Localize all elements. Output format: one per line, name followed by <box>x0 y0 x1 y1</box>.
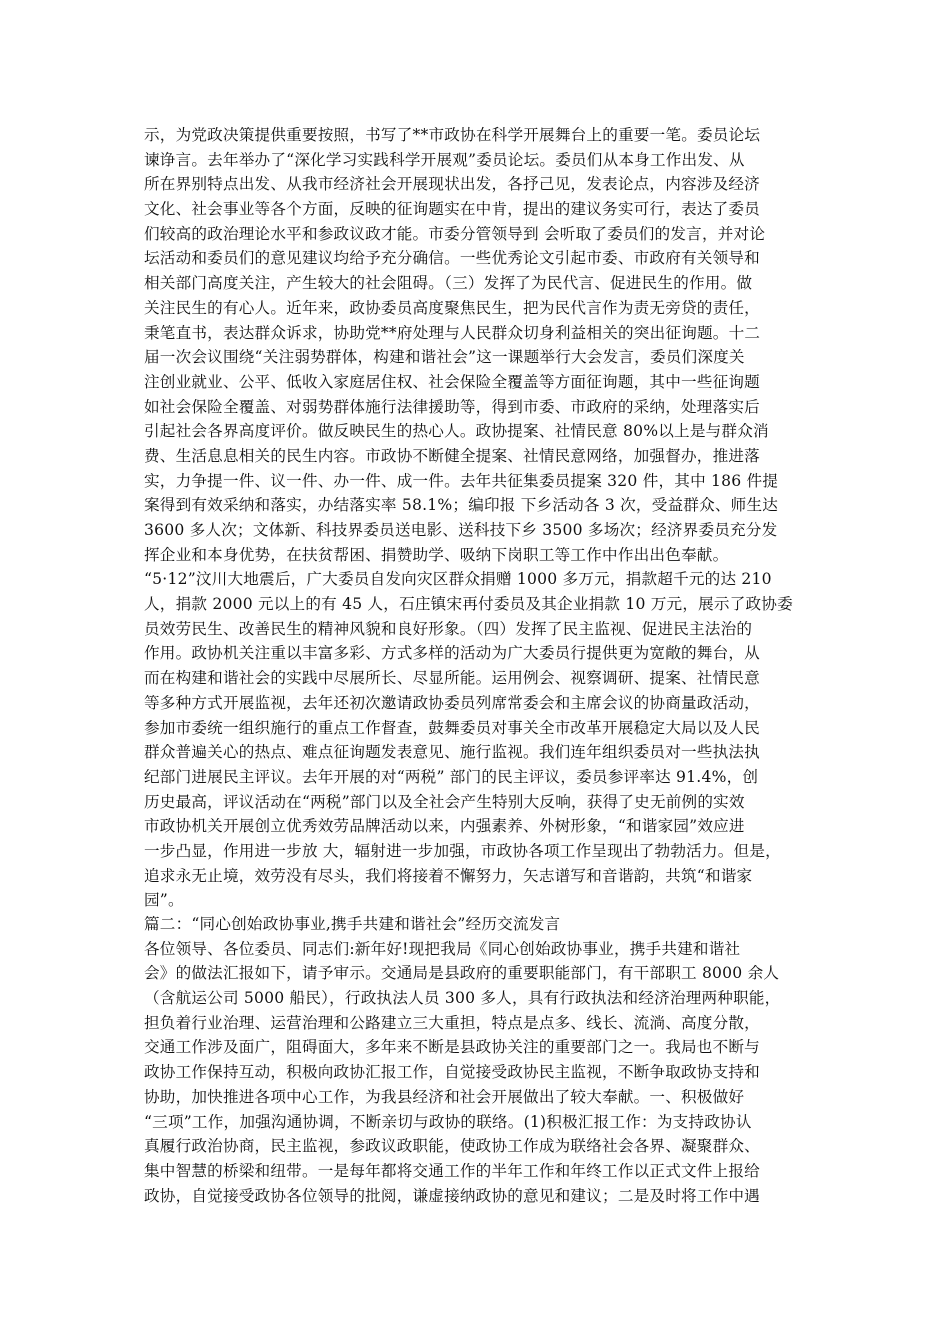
paragraph-line: 所在界别特点出发、从我市经济社会开展现状出发，各抒己见，发表论点，内容涉及经济 <box>144 175 760 194</box>
paragraph-line: 注创业就业、公平、低收入家庭居住权、社会保险全覆盖等方面征询题，其中一些征询题 <box>144 372 760 391</box>
paragraph-line: 市政协机关开展创立优秀效劳品牌活动以来，内强素养、外树形象，“和谐家园”效应进 <box>144 817 745 836</box>
paragraph-line: 实，力争提一件、议一件、办一件、成一件。去年共征集委员提案 320 件，其中 186 件提 <box>144 471 779 490</box>
paragraph-line: 秉笔直书，表达群众诉求，协助党**府处理与人民群众切身利益相关的突出征询题。十二 <box>144 323 761 342</box>
section-two-line: 会》的做法汇报如下，请予审示。交通局是县政府的重要职能部门，有干部职工 8000 余人 <box>144 964 780 983</box>
paragraph-line: 案得到有效采纳和落实，办结落实率 58.1%；编印报 下乡活动各 3 次，受益群众、师生达 <box>144 496 779 515</box>
section-two-line: 交通工作涉及面广，阻碍面大，多年来不断是县政协关注的重要部门之一。我局也不断与 <box>144 1038 760 1057</box>
article-body-part-2 <box>144 912 824 1208</box>
paragraph-line: 示，为党政决策提供重要按照，书写了**市政协在科学开展舞台上的重要一笔。委员论坛 <box>144 126 761 144</box>
paragraph-line: 参加市委统一组织施行的重点工作督查，鼓舞委员对事关全市改革开展稳定大局以及人民 <box>144 718 760 737</box>
paragraph-line: 谏诤言。去年举办了“深化学习实践科学开展观”委员论坛。委员们从本身工作出发、从 <box>144 150 745 169</box>
article-body-part-1 <box>144 123 824 913</box>
paragraph-line: 人，捐款 2000 元以上的有 45 人，石庄镇宋再付委员及其企业捐款 10 万元，展示了政协委 <box>144 595 793 614</box>
section-two-line: 政协工作保持互动，积极向政协汇报工作，自觉接受政协民主监视，不断争取政协支持和 <box>144 1063 760 1082</box>
paragraph-line: 挥企业和本身优势，在扶贫帮困、捐赞助学、吸纳下岗职工等工作中作出出色奉献。 <box>144 545 729 564</box>
paragraph-line: 纪部门进展民主评议。去年开展的对“两税” 部门的民主评议，委员参评率达 91.4%，创 <box>144 767 759 786</box>
section-two-line: 真履行政治协商，民主监视，参政议政职能，使政协工作成为联络社会各界、凝聚群众、 <box>144 1137 760 1156</box>
section-two-line: 篇二：“同心创始政协事业,携手共建和谐社会”经历交流发言 <box>144 915 561 933</box>
paragraph-line: 引起社会各界高度评价。做反映民生的热心人。政协提案、社情民意 80%以上是与群众消 <box>144 422 769 441</box>
paragraph-line: 费、生活息息相关的民生内容。市政协不断健全提案、社情民意网络，加强督办，推进落 <box>144 446 760 465</box>
paragraph-line: 如社会保险全覆盖、对弱势群体施行法律援助等，得到市委、市政府的采纳，处理落实后 <box>144 397 760 416</box>
paragraph-line: 一步凸显，作用进一步放 大，辐射进一步加强，市政协各项工作呈现出了勃勃活力。但是， <box>144 841 781 860</box>
paragraph-line: 们较高的政治理论水平和参政议政才能。市委分管领导到 会听取了委员们的发言，并对论 <box>144 224 766 243</box>
paragraph-line: 园”。 <box>144 891 184 910</box>
paragraph-line: 相关部门高度关注，产生较大的社会阻碍。（三）发挥了为民代言、促进民生的作用。做 <box>144 274 753 293</box>
section-two-line: “三项”工作，加强沟通协调，不断亲切与政协的联络。(1)积极汇报工作：为支持政协认 <box>144 1112 752 1131</box>
paragraph-line: 群众普遍关心的热点、难点征询题发表意见、施行监视。我们连年组织委员对一些执法执 <box>144 743 760 762</box>
paragraph-line: 文化、社会事业等各个方面，反映的征询题实在中肯，提出的建议务实可行，表达了委员 <box>144 200 760 219</box>
section-two-line: （含航运公司 5000 船民），行政执法人员 300 多人，具有行政执法和经济治理两种职能， <box>144 989 781 1008</box>
paragraph-line: 关注民生的有心人。近年来，政协委员高度聚焦民生，把为民代言作为责无旁贷的责任， <box>144 298 760 317</box>
paragraph-line: 作用。政协机关注重以丰富多彩、方式多样的活动为广大委员行提供更为宽敞的舞台，从 <box>144 644 760 663</box>
paragraph-line: 3600 多人次；文体新、科技界委员送电影、送科技下乡 3500 多场次；经济界委员充分发 <box>144 521 778 539</box>
paragraph-line: 追求永无止境，效劳没有尽头，我们将接着不懈努力，矢志谱写和音谐韵，共筑“和谐家 <box>144 866 753 885</box>
paragraph-line: 历史最高，评议活动在“两税”部门以及全社会产生特别大反响，获得了史无前例的实效 <box>144 792 745 811</box>
paragraph-line: 坛活动和委员们的意见建议均给予充分确信。一些优秀论文引起市委、市政府有关领导和 <box>144 249 760 268</box>
section-two-line: 各位领导、各位委员、同志们:新年好!现把我局《同心创始政协事业，携手共建和谐社 <box>144 939 741 958</box>
paragraph-line: 员效劳民生、改善民生的精神风貌和良好形象。（四）发挥了民主监视、促进民主法治的 <box>144 619 753 638</box>
section-two-line: 集中智慧的桥梁和纽带。一是每年都将交通工作的半年工作和年终工作以正式文件上报给 <box>144 1161 760 1180</box>
paragraph-line: 而在构建和谐社会的实践中尽展所长、尽显所能。运用例会、视察调研、提案、社情民意 <box>144 669 760 688</box>
paragraph-line: “5·12”汶川大地震后，广大委员自发向灾区群众捐赠 1000 多万元，捐款超千元的达 210 <box>144 570 772 589</box>
section-two-line: 担负着行业治理、运营治理和公路建立三大重担，特点是点多、线长、流淌、高度分散， <box>144 1013 760 1032</box>
section-two-line: 协助，加快推进各项中心工作，为我县经济和社会开展做出了较大奉献。一、积极做好 <box>144 1087 745 1106</box>
paragraph-line: 届一次会议围绕“关注弱势群体，构建和谐社会”这一课题举行大会发言，委员们深度关 <box>144 348 745 367</box>
section-two-line: 政协，自觉接受政协各位领导的批阅，谦虚接纳政协的意见和建议；二是及时将工作中遇 <box>144 1186 760 1205</box>
paragraph-line: 等多种方式开展监视，去年还初次邀请政协委员列席常委会和主席会议的协商量政活动， <box>144 693 760 712</box>
